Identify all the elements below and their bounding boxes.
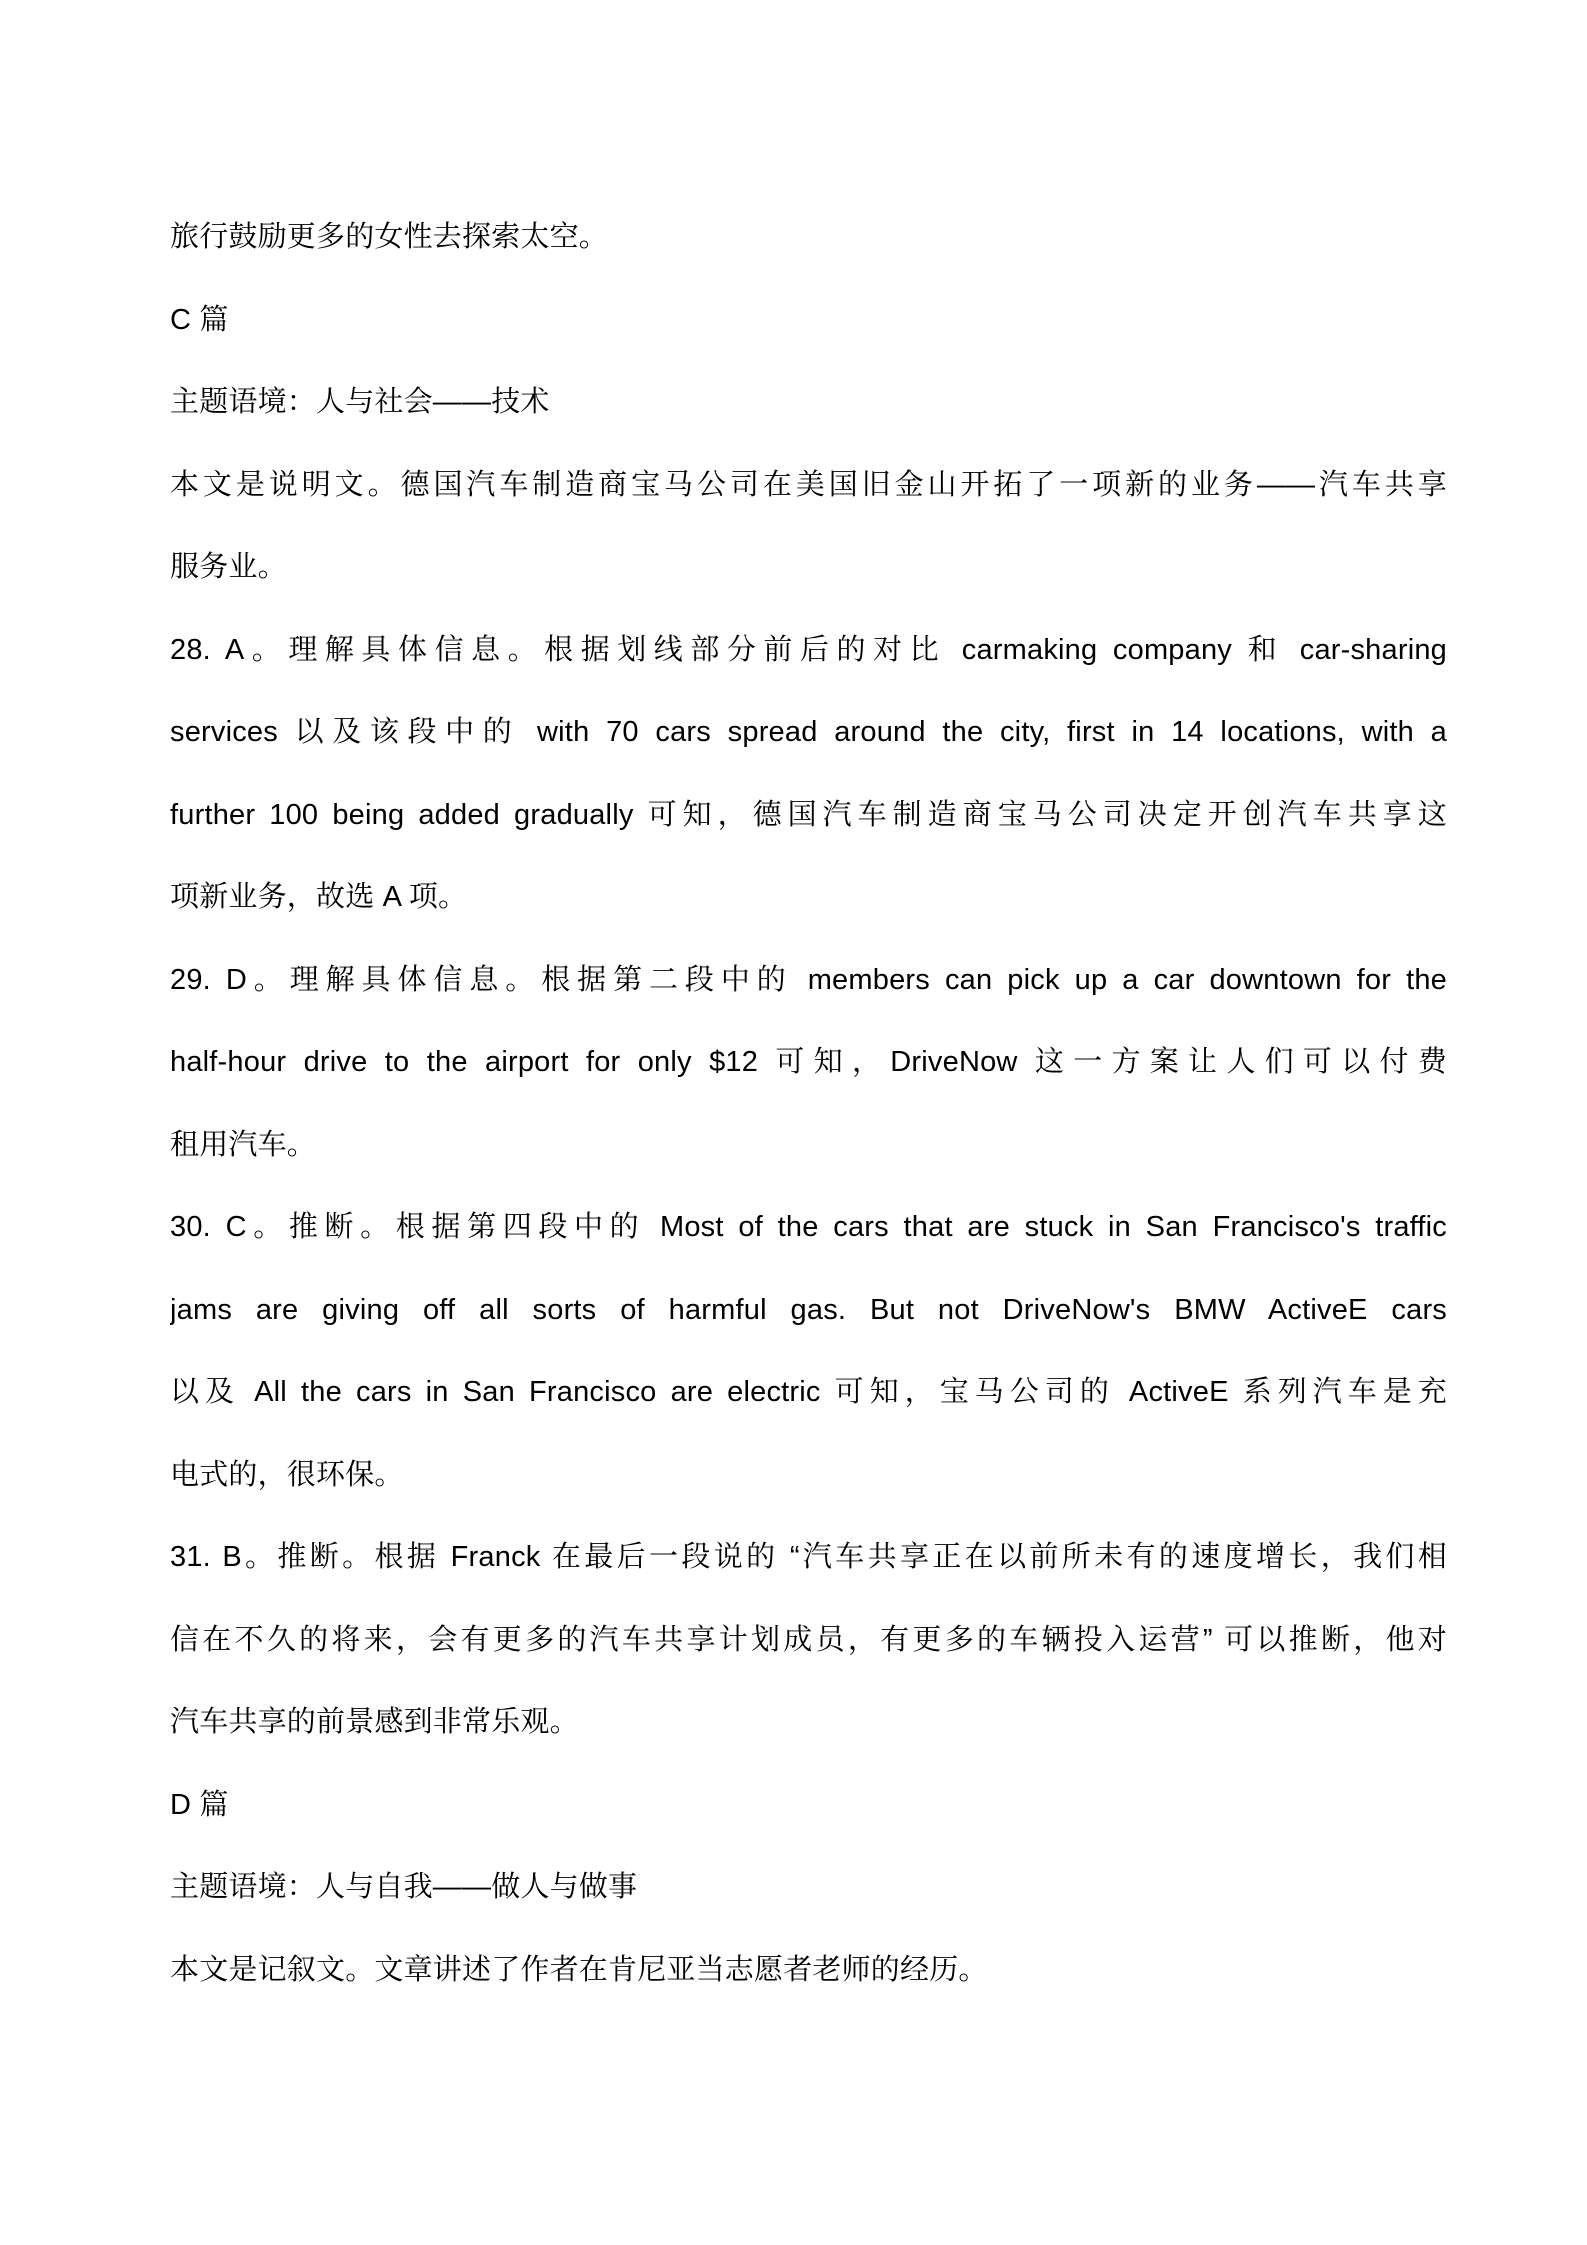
answer-29-line-2: half-hour drive to the airport for only $12 可知，DriveNow 这一方案让人们可以付费 [170,1046,1447,1078]
text-line-space-travel-conclusion: 旅行鼓励更多的女性去探索太空。 [170,221,609,253]
answer-28-line-2: services 以及该段中的 with 70 cars spread around the city, first in 14 locations, with a [170,716,1447,748]
passage-c-summary-line-2: 服务业。 [170,551,287,583]
passage-c-heading: C 篇 [170,303,229,336]
passage-c-summary-line-1: 本文是说明文。德国汽车制造商宝马公司在美国旧金山开拓了一项新的业务——汽车共享 [170,468,1447,501]
passage-c-theme-context: 主题语境：人与社会——技术 [170,386,550,418]
answer-30-line-1: 30. C。推断。根据第四段中的 Most of the cars that are stuck in San Francisco's traffic [170,1211,1447,1243]
answer-29-line-3: 租用汽车。 [170,1128,317,1161]
answer-30-line-4: 电式的，很环保。 [170,1458,404,1491]
answer-28-line-1: 28. A。理解具体信息。根据划线部分前后的对比 carmaking company 和 car-sharing [170,633,1447,666]
answer-30-line-3: 以及 All the cars in San Francisco are electric 可知，宝马公司的 ActiveE 系列汽车是充 [170,1376,1447,1408]
answer-28-line-3: further 100 being added gradually 可知，德国汽车制造商宝马公司决定开创汽车共享这 [170,798,1447,831]
answer-31-line-1: 31. B。推断。根据 Franck 在最后一段说的 “汽车共享正在以前所未有的速度增长，我们相 [170,1541,1447,1573]
passage-d-theme-context: 主题语境：人与自我——做人与做事 [170,1871,638,1903]
passage-d-heading: D 篇 [170,1788,229,1821]
answer-28-line-4: 项新业务，故选 A 项。 [170,881,468,913]
answer-29-line-1: 29. D。理解具体信息。根据第二段中的 members can pick up a car downtown for the [170,963,1447,996]
passage-d-summary: 本文是记叙文。文章讲述了作者在肯尼亚当志愿者老师的经历。 [170,1953,988,1986]
answer-31-line-3: 汽车共享的前景感到非常乐观。 [170,1706,579,1738]
answer-31-line-2: 信在不久的将来，会有更多的汽车共享计划成员，有更多的车辆投入运营” 可以推断，他对 [170,1623,1447,1656]
answer-30-line-2: jams are giving off all sorts of harmful gas. But not DriveNow's BMW ActiveE cars [170,1293,1447,1326]
document-body [170,196,1447,2011]
